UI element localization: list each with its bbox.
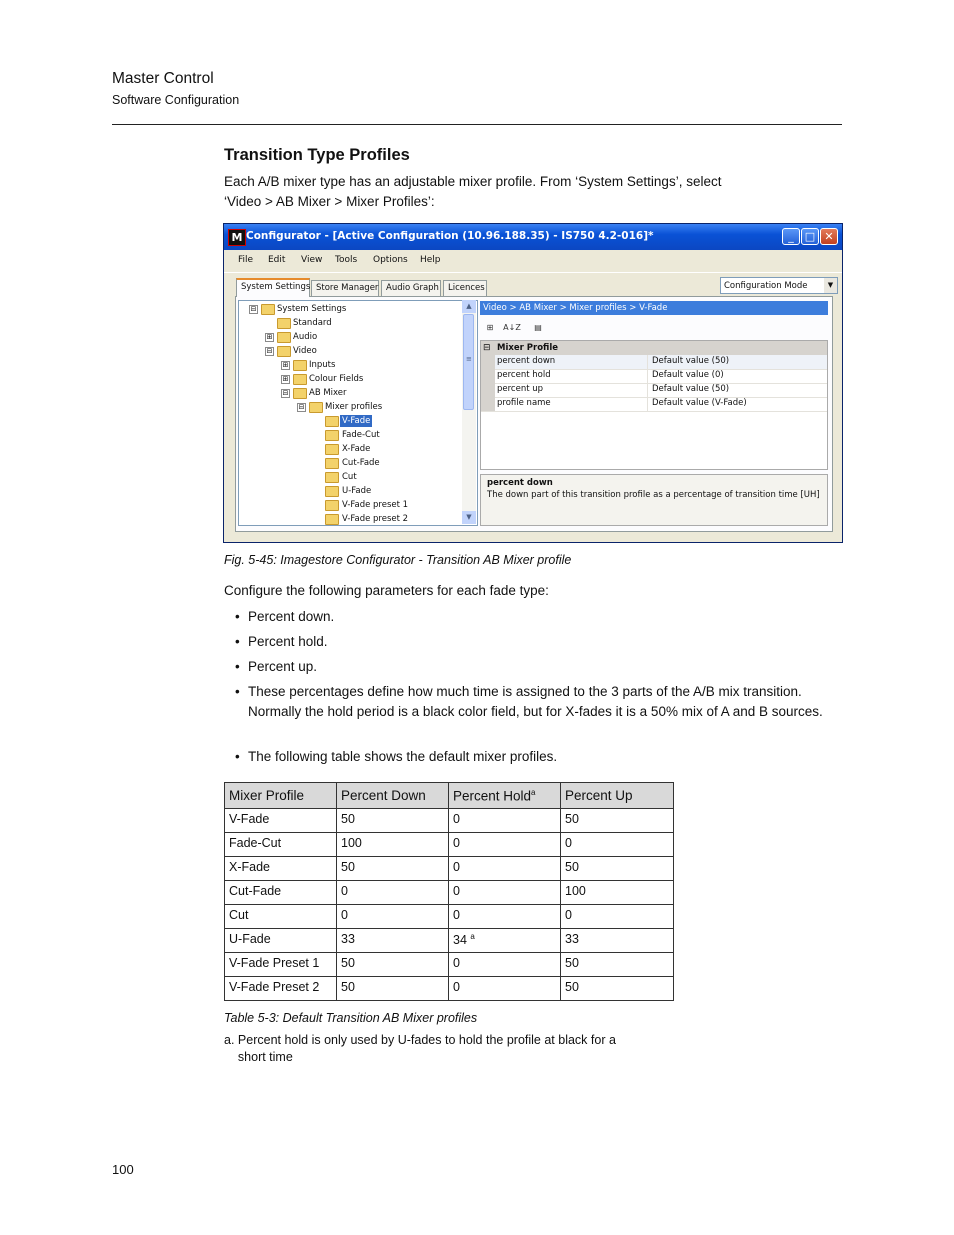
table-row (225, 809, 674, 833)
property-name: percent down (497, 356, 556, 366)
footnote-marker: a (531, 787, 536, 797)
table-row (225, 977, 674, 1001)
table-caption: Table 5-3: Default Transition AB Mixer profiles (224, 1011, 478, 1025)
bullet-item: These percentages define how much time is assigned to the 3 parts of the A/B mix transition. Normally the hold period is a black color field, but for X-fades it is a 50% mix of A and B sources. (248, 684, 823, 719)
tree-node-label: Video (293, 346, 317, 356)
menu-help[interactable]: Help (420, 255, 441, 265)
table-header-row (225, 783, 674, 809)
table-cell: 50 (561, 809, 674, 833)
collapse-icon[interactable]: ⊟ (483, 343, 491, 353)
table-cell: 50 (337, 857, 449, 881)
window-title: Configurator - [Active Configuration (10.96.188.35) - IS750 4.2-016]* (246, 230, 654, 242)
property-value[interactable]: Default value (50) (647, 383, 729, 397)
expand-icon[interactable]: ⊞ (266, 333, 273, 341)
window-titlebar[interactable] (224, 224, 842, 250)
table-cell: 100 (561, 881, 674, 905)
folder-icon (277, 332, 291, 343)
running-header-title: Master Control (112, 70, 214, 87)
table-cell-value: 34 (453, 933, 467, 948)
collapse-icon[interactable]: ⊟ (250, 305, 257, 313)
menu-file[interactable]: File (238, 255, 254, 265)
tree-node-label: V-Fade preset 2 (342, 514, 409, 524)
table-cell: 50 (561, 857, 674, 881)
table-cell: Cut (225, 905, 337, 929)
table-row (225, 881, 674, 905)
configurator-window (223, 223, 843, 543)
column-header (449, 783, 561, 809)
mode-select[interactable] (720, 277, 838, 294)
table-cell: V-Fade (225, 809, 337, 833)
property-name: profile name (497, 398, 551, 408)
property-pages-icon[interactable]: ▤ (534, 323, 542, 332)
bullet-marker: • (235, 609, 240, 624)
minimize-button[interactable]: _ (782, 228, 800, 245)
table-cell: 33 (561, 929, 674, 953)
property-name: percent up (497, 384, 544, 394)
table-cell: 0 (561, 905, 674, 929)
mode-select-value: Configuration Mode (724, 281, 808, 291)
table-cell: 50 (561, 977, 674, 1001)
tab-store-manager[interactable]: Store Manager (311, 280, 379, 296)
table-cell: Fade-Cut (225, 833, 337, 857)
table-cell: 0 (449, 881, 561, 905)
intro-line-1: Each A/B mixer type has an adjustable mixer profile. From ‘System Settings’, select (224, 174, 722, 189)
categorized-view-icon[interactable]: ⊞ (486, 323, 494, 332)
expand-icon[interactable]: ⊞ (282, 361, 289, 369)
footnote-label: a. (224, 1033, 235, 1047)
table-cell: 50 (337, 809, 449, 833)
description-title: percent down (487, 478, 553, 488)
property-category[interactable] (481, 341, 827, 355)
table-row (225, 929, 674, 953)
column-header: Percent Up (561, 783, 674, 809)
table-cell: 0 (561, 833, 674, 857)
tab-licences[interactable]: Licences (443, 280, 487, 296)
running-header-subtitle: Software Configuration (112, 93, 240, 107)
property-value[interactable]: Default value (0) (647, 369, 724, 383)
table-cell: V-Fade Preset 1 (225, 953, 337, 977)
bullet-marker: • (235, 684, 240, 699)
alphabetical-sort-icon[interactable]: A↓Z (503, 323, 521, 332)
figure-caption: Fig. 5-45: Imagestore Configurator - Transition AB Mixer profile (224, 553, 572, 567)
table-cell (449, 929, 561, 953)
tree-node-label: Cut (342, 472, 357, 482)
table-cell: 0 (449, 953, 561, 977)
property-grid (480, 340, 828, 470)
scroll-up-arrow-icon[interactable]: ▲ (462, 300, 476, 313)
collapse-icon[interactable]: ⊟ (266, 347, 273, 355)
grip-icon: ≡ (466, 355, 472, 363)
menu-view[interactable]: View (301, 255, 323, 265)
bullet-marker: • (235, 659, 240, 674)
table-cell: 0 (449, 905, 561, 929)
table-cell: 50 (561, 953, 674, 977)
mixer-profiles-table (224, 782, 674, 1001)
tree-node-label: V-Fade preset 1 (342, 500, 409, 510)
table-cell: 50 (337, 953, 449, 977)
tree-node-label: V-Fade (342, 416, 371, 426)
bullet-item: Percent up. (248, 659, 318, 674)
footnote-text: Percent hold is only used by U-fades to hold the profile at black for a short time (237, 1033, 616, 1064)
table-cell: 100 (337, 833, 449, 857)
menu-tools[interactable]: Tools (335, 255, 358, 265)
folder-icon (277, 318, 291, 329)
tree-node-label: Inputs (309, 360, 336, 370)
column-header: Percent Down (337, 783, 449, 809)
property-value[interactable]: Default value (50) (647, 355, 729, 369)
folder-icon (325, 514, 339, 525)
folder-icon (325, 472, 339, 483)
expand-icon[interactable]: ⊞ (282, 375, 289, 383)
folder-icon (277, 346, 291, 357)
tree-node-label: System Settings (277, 304, 347, 314)
bullet-item: Percent hold. (248, 634, 328, 649)
tree-node-label: Fade-Cut (342, 430, 380, 440)
settings-tree[interactable] (238, 300, 478, 526)
table-footnote (224, 1032, 644, 1066)
collapse-icon[interactable]: ⊟ (282, 389, 289, 397)
table-row (225, 905, 674, 929)
table-cell: 0 (449, 809, 561, 833)
tab-audio-graph[interactable]: Audio Graph (381, 280, 441, 296)
breadcrumb: Video > AB Mixer > Mixer profiles > V-Fade (480, 301, 828, 315)
folder-icon (325, 486, 339, 497)
tree-scrollbar[interactable] (462, 300, 476, 524)
page-number: 100 (112, 1162, 134, 1177)
table-cell: 0 (449, 857, 561, 881)
section-title: Transition Type Profiles (224, 146, 410, 164)
bullet-marker: • (235, 749, 240, 764)
bullet-marker: • (235, 634, 240, 649)
table-cell: 0 (449, 833, 561, 857)
table-cell: 0 (337, 905, 449, 929)
table-cell: 50 (337, 977, 449, 1001)
folder-icon (325, 416, 339, 427)
tree-node-label: X-Fade (342, 444, 371, 454)
folder-icon (293, 374, 307, 385)
tree-node-label: Cut-Fade (342, 458, 380, 468)
property-row[interactable] (481, 355, 827, 370)
chevron-down-icon[interactable]: ▼ (824, 278, 837, 293)
tree-node-label: Audio (293, 332, 318, 342)
collapse-icon[interactable]: ⊟ (298, 403, 305, 411)
table-cell: V-Fade Preset 2 (225, 977, 337, 1001)
folder-icon (325, 444, 339, 455)
intro-line-2: ‘Video > AB Mixer > Mixer Profiles’: (224, 194, 435, 209)
property-category-label: Mixer Profile (497, 343, 559, 353)
column-header-label: Percent Hold (453, 788, 532, 804)
close-button[interactable]: ✕ (820, 228, 838, 245)
section-intro (224, 172, 844, 212)
table-cell: X-Fade (225, 857, 337, 881)
table-row (225, 833, 674, 857)
folder-icon (293, 360, 307, 371)
property-value[interactable]: Default value (V-Fade) (647, 397, 747, 411)
table-cell: 0 (337, 881, 449, 905)
bullet-item: Percent down. (248, 609, 335, 624)
table-cell: 33 (337, 929, 449, 953)
app-logo-icon: M (228, 229, 246, 246)
table-cell: Cut-Fade (225, 881, 337, 905)
folder-icon (293, 388, 307, 399)
header-divider (112, 124, 842, 125)
tab-system-settings[interactable]: System Settings (236, 278, 310, 297)
menu-edit[interactable]: Edit (268, 255, 286, 265)
folder-icon (325, 458, 339, 469)
tree-node-label: Mixer profiles (325, 402, 383, 412)
table-cell: 0 (449, 977, 561, 1001)
config-intro: Configure the following parameters for each fade type: (224, 583, 549, 598)
column-header: Mixer Profile (225, 783, 337, 809)
menu-options[interactable]: Options (373, 255, 408, 265)
table-row (225, 857, 674, 881)
tree-node-label: U-Fade (342, 486, 372, 496)
scroll-thumb[interactable] (463, 314, 474, 410)
maximize-button[interactable]: □ (801, 228, 819, 245)
tree-node-label: Standard (293, 318, 332, 328)
property-name: percent hold (497, 370, 551, 380)
folder-icon (325, 430, 339, 441)
footnote-marker: a (470, 932, 475, 941)
property-row[interactable] (481, 397, 827, 412)
folder-icon (261, 304, 275, 315)
folder-icon (325, 500, 339, 511)
scroll-down-arrow-icon[interactable]: ▼ (462, 511, 476, 524)
folder-icon (309, 402, 323, 413)
table-cell: U-Fade (225, 929, 337, 953)
property-description (480, 474, 828, 526)
table-row (225, 953, 674, 977)
tree-node-label: Colour Fields (309, 374, 364, 384)
tree-node-label: AB Mixer (309, 388, 347, 398)
description-text: The down part of this transition profile as a percentage of transition time [UH] (487, 490, 820, 500)
bullet-item: The following table shows the default mixer profiles. (248, 749, 558, 764)
property-row[interactable] (481, 369, 827, 384)
property-row[interactable] (481, 383, 827, 398)
